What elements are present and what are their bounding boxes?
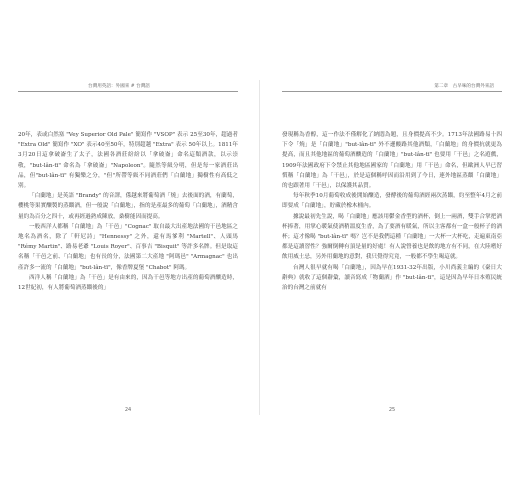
right-page: [282, 80, 502, 415]
left-body-text: [18, 130, 238, 293]
right-paragraph-4: 台灣人很早就有喝「白蘭地」，因為早在1931-32年出版，小川尚義主編的《臺日大辭典》就收了這個辭彙，讀音寫成「物蘭洒」作 "but-lân-tī"，這是因為早年日本殖民統治的台灣之前就有: [282, 264, 502, 292]
left-header-rule: [18, 91, 238, 92]
right-paragraph-2: 每年秋季10月葡萄收成後開始釀造，發酵後的葡萄酒經兩次蒸餾，約至整年4月之前即要成「白蘭地」，貯藏於橡木桶內。: [282, 193, 502, 210]
right-header-rule: [282, 91, 502, 92]
right-page-number: 25: [388, 407, 396, 413]
gutter-divider: [259, 80, 260, 415]
left-running-head-text: 台灣用英語：外國來 # 台灣語: [88, 84, 150, 89]
left-paragraph-1: 20年，表或白然塞 "Vey Superior Old Pale" 簡寫作 "VSOP" 表示 25至30年，超過者 "Extra Old" 簡寫作 "XO" 表示40至50年，特別超越 "Extra" 表示 50年以上。1811年3月20日這拿破崙生了太子，法國各酒莊紛紛以「拿破崙」命名這類酒款，以示崇敬，"but-lân-tī" 命名為「拿破崙」"Napoleon"。隨然等級分明，但是每一家酒莊出品，但"but-lân-tī" 有獨樂之分，"但"所帶等級不同酒莊們「白蘭地」獨樹性有高低之別。: [18, 132, 238, 190]
right-body-text: [282, 130, 502, 293]
left-paragraph-3: 一般西洋人都稱「白蘭地」為「干邑」"Cognac" 取自最大出產地法國的干邑地區之地名為酒名，除了「軒尼詩」"Hennessy" 之外，還有馬爹利 "Martell"、人頭馬 "Rémy Martin"、路易老爺 "Louis Royer"、百事吉 "Bisquit" 等許多名牌。但是取這名稱「干邑之前、「白蘭地」也有長的分，法國第二大產地 "阿瑪邑" "Armagnac" 也出產許多一流的「白蘭地」"but-lân-tī"，像香牌夏堡 "Chabot" 阿瑪。: [18, 223, 238, 271]
left-page: [18, 80, 238, 415]
left-paragraph-2: 「白蘭地」是英語 "Brandy" 的音譯，係越來將葡萄酒「燒」去後面的酒，有蘭萄，櫻桃等果實釀製的蒸餾酒，但一般說「白蘭地」，指的是產最多的葡萄「白蘭地」，酒精含量約為百分之四十，或再經過熟成陳放，桑樹能因而提高。: [18, 193, 238, 220]
right-running-header: [282, 80, 502, 92]
left-running-header: [18, 80, 238, 92]
right-paragraph-1: 發現稱為香醇，這一作法不僅解化了納悶為題，且身價提高不少。1713年法國路易十四下令「燒」是「白蘭地」"but-lân-tī" 外不遜酸路其他酒類，「白蘭地」的身價抗就更為提高，而且其他地區的葡萄酒釀造的「白蘭地」"but-lân-tī" 也要用「干邑」之名遊戲，1909年法國政府下令禁止其他地區國家的「白蘭地」用「干邑」命名，但歐洲人早已習慣稱「白蘭地」為「干邑」，於是這個稱呼因而沿用到了今日，連外地區蒸餾「白蘭地」的也跟著用「干邑」，以保護其品質。: [282, 132, 502, 190]
right-paragraph-3: 據說最初先生說，喝「白蘭地」應該用鬱金香型的酒杯，倒上一兩酒，雙手合掌把酒杯捧著，用掌心暖氣使酒稍溫度生香，為了要酒有暖氣，所以主客都有一盒一般杯子的酒杯；這才像喝 "but-lân-tī" 嗎？岂不是我們這種「白蘭地」一大杯一大杯吃，走遍東南亞都是這讀習性？強爾倒轉有頂是量的好處！有人說營養也是飲的地方有不同，在大陸嗜好飲用威士忌，另外用蘭地的意對，我只覺得究竟，一般都不學生喝這就。: [282, 213, 502, 261]
left-page-number: 24: [124, 407, 132, 413]
right-running-head-text: 第二章 古早味的台灣外來語: [434, 84, 494, 89]
left-paragraph-4: 西洋人稱「白蘭地」為「干邑」是有由來的，因為干邑等地方出產的葡萄酒釀造時，12世紀初，有人將葡萄酒蒸餾後的」: [18, 274, 238, 292]
